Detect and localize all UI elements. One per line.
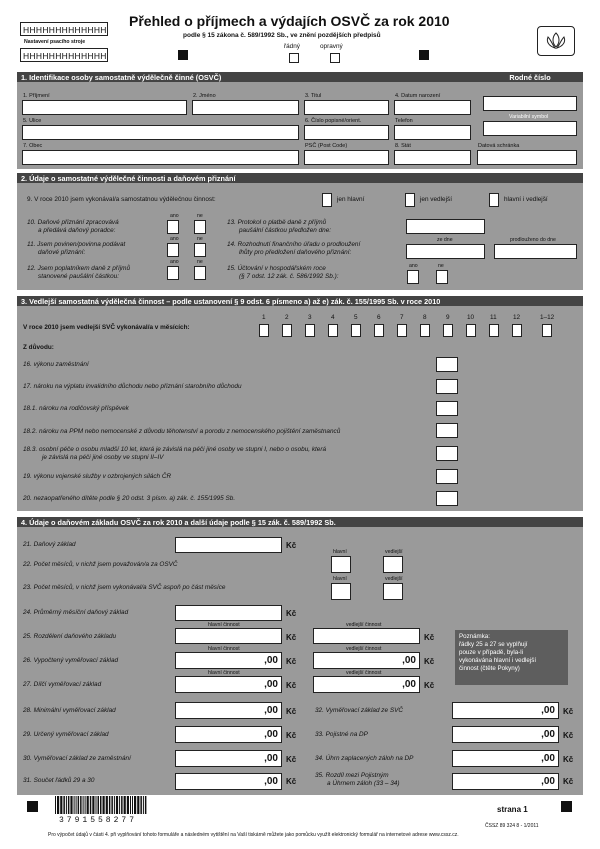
- city-field[interactable]: [22, 150, 299, 165]
- birthdate-field[interactable]: [394, 100, 471, 115]
- country-label: 8. Stát: [395, 143, 411, 149]
- barcode-bar: [60, 796, 62, 814]
- barcode-bar: [63, 796, 65, 814]
- cssz-logo: [537, 26, 575, 56]
- currency-label: Kč: [286, 777, 297, 786]
- row-13-date[interactable]: [406, 219, 485, 234]
- row-15-label-2: (§ 7 odst. 12 zák. č. 586/1992 Sb.):: [239, 273, 339, 280]
- barcode-bar: [132, 796, 133, 814]
- postcode-label: PSČ (Post Code): [305, 143, 348, 149]
- secondary-header: vedlejší: [385, 549, 403, 555]
- currency-label: Kč: [563, 731, 574, 740]
- row-27-main[interactable]: ,00: [175, 676, 282, 693]
- row-22-label: 22. Počet měsíců, v nichž jsem považován/a za OSVČ: [23, 561, 178, 568]
- row-28-field[interactable]: ,00: [175, 702, 282, 719]
- row-20-checkbox[interactable]: [436, 491, 458, 506]
- currency-label: Kč: [286, 633, 297, 642]
- no-header: ne: [197, 213, 203, 219]
- month-checkbox[interactable]: [259, 324, 269, 337]
- month-checkbox[interactable]: [466, 324, 476, 337]
- corner-mark: [27, 801, 38, 812]
- postcode-field[interactable]: [304, 150, 389, 165]
- month-label: 12: [513, 314, 521, 321]
- currency-label: Kč: [286, 755, 297, 764]
- month-label: 3: [308, 314, 312, 321]
- currency-label: Kč: [286, 681, 297, 690]
- main-activity-header: hlavní činnost: [208, 622, 240, 628]
- row-15-yes[interactable]: [407, 270, 419, 284]
- currency-label: Kč: [286, 609, 297, 618]
- databox-label: Datová schránka: [478, 143, 520, 149]
- barcode-bar: [68, 796, 70, 814]
- barcode-bar: [92, 796, 94, 814]
- degree-field[interactable]: [304, 100, 389, 115]
- birth-number-field[interactable]: [483, 96, 577, 111]
- month-label: 1: [262, 314, 266, 321]
- row-12-no[interactable]: [194, 266, 206, 280]
- title-label: 3. Titul: [305, 93, 322, 99]
- barcode-bar: [103, 796, 105, 814]
- row-18-2-checkbox[interactable]: [436, 423, 458, 438]
- yes-header: ano: [170, 236, 179, 242]
- currency-label: Kč: [424, 657, 435, 666]
- month-label: 1–12: [540, 314, 555, 321]
- barcode-bar: [109, 796, 111, 814]
- month-label: 8: [423, 314, 427, 321]
- barcode-bar: [114, 796, 115, 814]
- row-35-label-2: a Úhrnem záloh (33 – 34): [327, 780, 400, 787]
- month-label: 9: [446, 314, 450, 321]
- footer-note: Pro výpočet údajů v části 4. při vyplňování tohoto formuláře a následném vytištění na Vaší tiskárně můžete jako pomůcku využít elektronický formulář na internetové adrese www.cssz.cz.: [48, 832, 459, 838]
- main-activity-header: hlavní činnost: [208, 646, 240, 652]
- note-line: Poznámka:: [459, 633, 490, 640]
- row-11-no[interactable]: [194, 243, 206, 257]
- main-header: hlavní: [333, 576, 347, 582]
- yes-header: ano: [170, 259, 179, 265]
- reason-heading: Z důvodu:: [23, 344, 54, 351]
- secondary-only-checkbox[interactable]: [405, 193, 415, 207]
- barcode-bar: [140, 796, 142, 814]
- street-label: 5. Ulice: [23, 118, 42, 124]
- row-18-3-checkbox[interactable]: [436, 446, 458, 461]
- note-line: činnost (čtěte Pokyny): [459, 665, 520, 672]
- month-label: 6: [377, 314, 381, 321]
- barcode-bar: [137, 796, 139, 814]
- row-35-label: 35. Rozdíl mezi Pojistným: [315, 772, 389, 779]
- variable-symbol-label: Variabilní symbol: [509, 114, 549, 120]
- barcode-bar: [87, 796, 89, 814]
- barcode-bar: [83, 796, 84, 814]
- note-line: pouze v případě, byla-li: [459, 649, 523, 656]
- regular-checkbox[interactable]: [289, 53, 299, 63]
- row-28-label: 28. Minimální vyměřovací základ: [23, 707, 116, 714]
- row-12-yes[interactable]: [167, 266, 179, 280]
- row-12-label-2: stanovené paušální částkou:: [38, 273, 120, 280]
- row-15-no[interactable]: [436, 270, 448, 284]
- form-title: Přehled o příjmech a výdajích OSVČ za rok 2010: [129, 13, 450, 29]
- city-label: 7. Obec: [23, 143, 43, 149]
- birth-number-title: Rodné číslo: [477, 72, 583, 82]
- row-19-label: 19. výkonu vojenské služby v ozbrojených silách ČR: [23, 473, 172, 480]
- corrective-checkbox[interactable]: [330, 53, 340, 63]
- secondary-only-label: jen vedlejší: [420, 196, 452, 203]
- firstname-field[interactable]: [192, 100, 299, 115]
- row-18-1-checkbox[interactable]: [436, 401, 458, 416]
- section-1-title: 1. Identifikace osoby samostatně výdělečně činné (OSVČ): [17, 72, 477, 82]
- month-checkbox[interactable]: [420, 324, 430, 337]
- row-17-label: 17. nároku na výplatu invalidního důchodu nebo přiznání starobního důchodu: [23, 383, 242, 390]
- row-12-label: 12. Jsem poplatníkem daně z příjmů: [27, 265, 131, 272]
- barcode-bar: [130, 796, 131, 814]
- note-line: řádky 25 a 27 se vyplňují: [459, 641, 528, 648]
- row-10-yes[interactable]: [167, 220, 179, 234]
- country-field[interactable]: [394, 150, 471, 165]
- row-17-checkbox[interactable]: [436, 379, 458, 394]
- row-15-label: 15. Účtování v hospodářském roce: [227, 265, 326, 272]
- row-9-label: 9. V roce 2010 jsem vykonával/a samostatnou výdělečnou činnost:: [27, 196, 216, 203]
- row-18-2-label: 18.2. nároku na PPM nebo nemocenské z důvodu těhotenství a porodu z nemocenského pojištění zaměstnanců: [23, 428, 341, 435]
- row-25-main[interactable]: [175, 628, 282, 644]
- barcode-bar: [74, 796, 75, 814]
- barcode-bar: [116, 796, 118, 814]
- main-only-checkbox[interactable]: [322, 193, 332, 207]
- currency-label: Kč: [286, 731, 297, 740]
- month-checkbox[interactable]: [374, 324, 384, 337]
- main-activity-header: hlavní činnost: [208, 670, 240, 676]
- house-number-label: 6. Číslo popisné/orient.: [305, 118, 362, 124]
- barcode-number: 3791558277: [59, 816, 138, 825]
- currency-label: Kč: [286, 541, 297, 550]
- month-checkbox[interactable]: [512, 324, 522, 337]
- row-23-main[interactable]: [331, 583, 351, 600]
- barcode-bar: [121, 796, 123, 814]
- barcode-bar: [134, 796, 136, 814]
- section-4-title: 4. Údaje o daňovém základu OSVČ za rok 2010 a další údaje podle § 15 zák. č. 589/1992 Sb.: [17, 517, 583, 527]
- section-2-title: 2. Údaje o samostatné výdělečné činnosti a daňovém přiznání: [17, 173, 583, 183]
- month-checkbox[interactable]: [282, 324, 292, 337]
- row-16-checkbox[interactable]: [436, 357, 458, 372]
- row-32-label: 32. Vyměřovací základ ze SVČ: [315, 707, 403, 714]
- secondary-activity-header: vedlejší činnost: [346, 622, 382, 628]
- row-34-label: 34. Úhrn zaplacených záloh na DP: [315, 755, 414, 762]
- barcode-bar: [98, 796, 100, 814]
- row-18-3-label: 18.3. osobní péče o osobu mladší 10 let, která je závislá na péči jiné osoby ve stupni I, nebo o osobu, která: [23, 446, 327, 453]
- month-label: 2: [285, 314, 289, 321]
- yes-header: ano: [409, 263, 418, 269]
- barcode: [55, 796, 147, 814]
- row-23-secondary[interactable]: [383, 583, 403, 600]
- barcode-bar: [76, 796, 77, 814]
- row-14-from-date[interactable]: [406, 244, 485, 259]
- no-header: ne: [197, 236, 203, 242]
- currency-label: Kč: [563, 777, 574, 786]
- barcode-bar: [145, 796, 147, 814]
- row-29-field[interactable]: ,00: [175, 726, 282, 743]
- surname-label: 1. Příjmení: [23, 93, 50, 99]
- typewriter-setup-label: Nastavení psacího stroje: [24, 39, 86, 45]
- variable-symbol-field[interactable]: [483, 121, 577, 136]
- row-31-field[interactable]: ,00: [175, 773, 282, 790]
- main-header: hlavní: [333, 549, 347, 555]
- row-33-field[interactable]: ,00: [452, 726, 559, 743]
- row-27-label: 27. Dílčí vyměřovací základ: [23, 681, 102, 688]
- row-13-label: 13. Protokol o platbě daně z příjmů: [227, 219, 327, 226]
- row-11-label: 11. Jsem povinen/povinna podávat: [27, 241, 126, 248]
- barcode-bar: [85, 796, 86, 814]
- corner-mark: [561, 801, 572, 812]
- row-25-secondary[interactable]: [313, 628, 420, 644]
- month-checkbox[interactable]: [443, 324, 453, 337]
- row-35-field[interactable]: ,00: [452, 773, 559, 790]
- row-30-label: 30. Vyměřovací základ ze zaměstnání: [23, 755, 131, 762]
- form-code: ČSSZ 89 324 8 - 1/2011: [485, 823, 539, 829]
- house-number-field[interactable]: [304, 125, 389, 140]
- row-21-field[interactable]: [175, 537, 282, 553]
- row-22-main[interactable]: [331, 556, 351, 573]
- currency-label: Kč: [563, 707, 574, 716]
- corrective-label: opravný: [320, 43, 343, 50]
- month-checkbox[interactable]: [305, 324, 315, 337]
- month-checkbox[interactable]: [542, 324, 552, 337]
- both-label: hlavní i vedlejší: [504, 196, 548, 203]
- months-label: V roce 2010 jsem vedlejší SVČ vykonával/a v měsících:: [23, 324, 190, 331]
- barcode-bar: [78, 796, 80, 814]
- secondary-header: vedlejší: [385, 576, 403, 582]
- note-box: [455, 630, 568, 685]
- section-3-title: 3. Vedlejší samostatná výdělečná činnost – podle ustanovení § 9 odst. 6 písmeno a) až e) zák. č. 155/1995 Sb. v roce 2010: [17, 296, 583, 306]
- row-22-secondary[interactable]: [383, 556, 403, 573]
- row-26-label: 26. Vypočtený vyměřovací základ: [23, 657, 119, 664]
- row-10-label-2: a předává daňový poradce:: [38, 227, 116, 234]
- yes-header: ano: [170, 213, 179, 219]
- barcode-bar: [127, 796, 129, 814]
- row-10-no[interactable]: [194, 220, 206, 234]
- phone-label: Telefon: [395, 118, 413, 124]
- surname-field[interactable]: [22, 100, 187, 115]
- row-30-field[interactable]: ,00: [175, 750, 282, 767]
- barcode-bar: [57, 796, 59, 814]
- row-21-label: 21. Daňový základ: [23, 541, 76, 548]
- row-14-extended-date[interactable]: [494, 244, 577, 259]
- phone-field[interactable]: [394, 125, 471, 140]
- barcode-bar: [96, 796, 97, 814]
- barcode-bar: [70, 796, 72, 814]
- row-10-label: 10. Daňové přiznání zpracovává: [27, 219, 119, 226]
- row-26-secondary[interactable]: ,00: [313, 652, 420, 669]
- row-29-label: 29. Určený vyměřovací základ: [23, 731, 109, 738]
- row-16-label: 16. výkonu zaměstnání: [23, 361, 89, 368]
- corner-mark: [178, 50, 188, 60]
- month-checkbox[interactable]: [328, 324, 338, 337]
- currency-label: Kč: [424, 633, 435, 642]
- row-14-label: 14. Rozhodnutí finančního úřadu o prodloužení: [227, 241, 361, 248]
- note-line: vykonávána hlavní i vedlejší: [459, 657, 537, 664]
- month-label: 11: [490, 314, 497, 321]
- firstname-label: 2. Jméno: [193, 93, 216, 99]
- row-23-label: 23. Počet měsíců, v nichž jsem vykonával/a SVČ aspoň po část měsíce: [23, 584, 226, 591]
- birthdate-label: 4. Datum narození: [395, 93, 441, 99]
- row-26-main[interactable]: ,00: [175, 652, 282, 669]
- row-18-1-label: 18.1. nároku na rodičovský příspěvek: [23, 405, 129, 412]
- typewriter-setup-box-2: HHHHHHHHHHHHH: [20, 48, 108, 62]
- month-label: 10: [467, 314, 475, 321]
- currency-label: Kč: [424, 681, 435, 690]
- month-label: 5: [354, 314, 358, 321]
- month-checkbox[interactable]: [351, 324, 361, 337]
- row-19-checkbox[interactable]: [436, 469, 458, 484]
- barcode-bar: [106, 796, 108, 814]
- barcode-bar: [124, 796, 126, 814]
- row-20-label: 20. nezaopatřeného dítěte podle § 20 odst. 3 písm. a) zák. č. 155/1995 Sb.: [23, 495, 236, 502]
- barcode-bar: [111, 796, 113, 814]
- barcode-bar: [90, 796, 92, 814]
- month-label: 7: [400, 314, 404, 321]
- barcode-bar: [119, 796, 120, 814]
- typewriter-setup-box: HHHHHHHHHHHHH: [20, 22, 108, 36]
- row-33-label: 33. Pojistné na DP: [315, 731, 368, 738]
- row-13-label-2: paušální částkou předložen dne:: [239, 227, 332, 234]
- barcode-bar: [143, 796, 144, 814]
- month-checkbox[interactable]: [489, 324, 499, 337]
- month-label: 4: [331, 314, 335, 321]
- row-14-label-2: lhůty pro předložení daňového přiznání:: [239, 249, 352, 256]
- regular-label: řádný: [284, 43, 300, 50]
- row-18-3-label-2: je závislá na péči jiné osoby ve stupni II–IV: [42, 454, 164, 461]
- secondary-activity-header: vedlejší činnost: [346, 670, 382, 676]
- page-number: strana 1: [497, 805, 528, 814]
- barcode-bar: [80, 796, 82, 814]
- street-field[interactable]: [22, 125, 299, 140]
- barcode-bar: [66, 796, 67, 814]
- main-only-label: jen hlavní: [337, 196, 365, 203]
- barcode-bar: [55, 796, 56, 814]
- row-27-secondary[interactable]: ,00: [313, 676, 420, 693]
- row-32-field[interactable]: ,00: [452, 702, 559, 719]
- corner-mark: [419, 50, 429, 60]
- currency-label: Kč: [286, 657, 297, 666]
- currency-label: Kč: [563, 755, 574, 764]
- secondary-activity-header: vedlejší činnost: [346, 646, 382, 652]
- from-date-label: ze dne: [437, 237, 453, 243]
- row-24-field[interactable]: [175, 605, 282, 621]
- row-11-label-2: daňové přiznání:: [38, 249, 86, 256]
- databox-field[interactable]: [477, 150, 577, 165]
- form-subtitle: podle § 15 zákona č. 589/1992 Sb., ve znění pozdějších předpisů: [183, 32, 381, 39]
- row-11-yes[interactable]: [167, 243, 179, 257]
- currency-label: Kč: [286, 707, 297, 716]
- barcode-bar: [100, 796, 102, 814]
- both-checkbox[interactable]: [489, 193, 499, 207]
- no-header: ne: [197, 259, 203, 265]
- no-header: ne: [438, 263, 444, 269]
- row-34-field[interactable]: ,00: [452, 750, 559, 767]
- row-31-label: 31. Součet řádků 29 a 30: [23, 777, 95, 784]
- row-25-label: 25. Rozdělení daňového základu: [23, 633, 117, 640]
- month-checkbox[interactable]: [397, 324, 407, 337]
- extended-label: prodlouženo do dne: [510, 237, 556, 243]
- row-24-label: 24. Průměrný měsíční daňový základ: [23, 609, 129, 616]
